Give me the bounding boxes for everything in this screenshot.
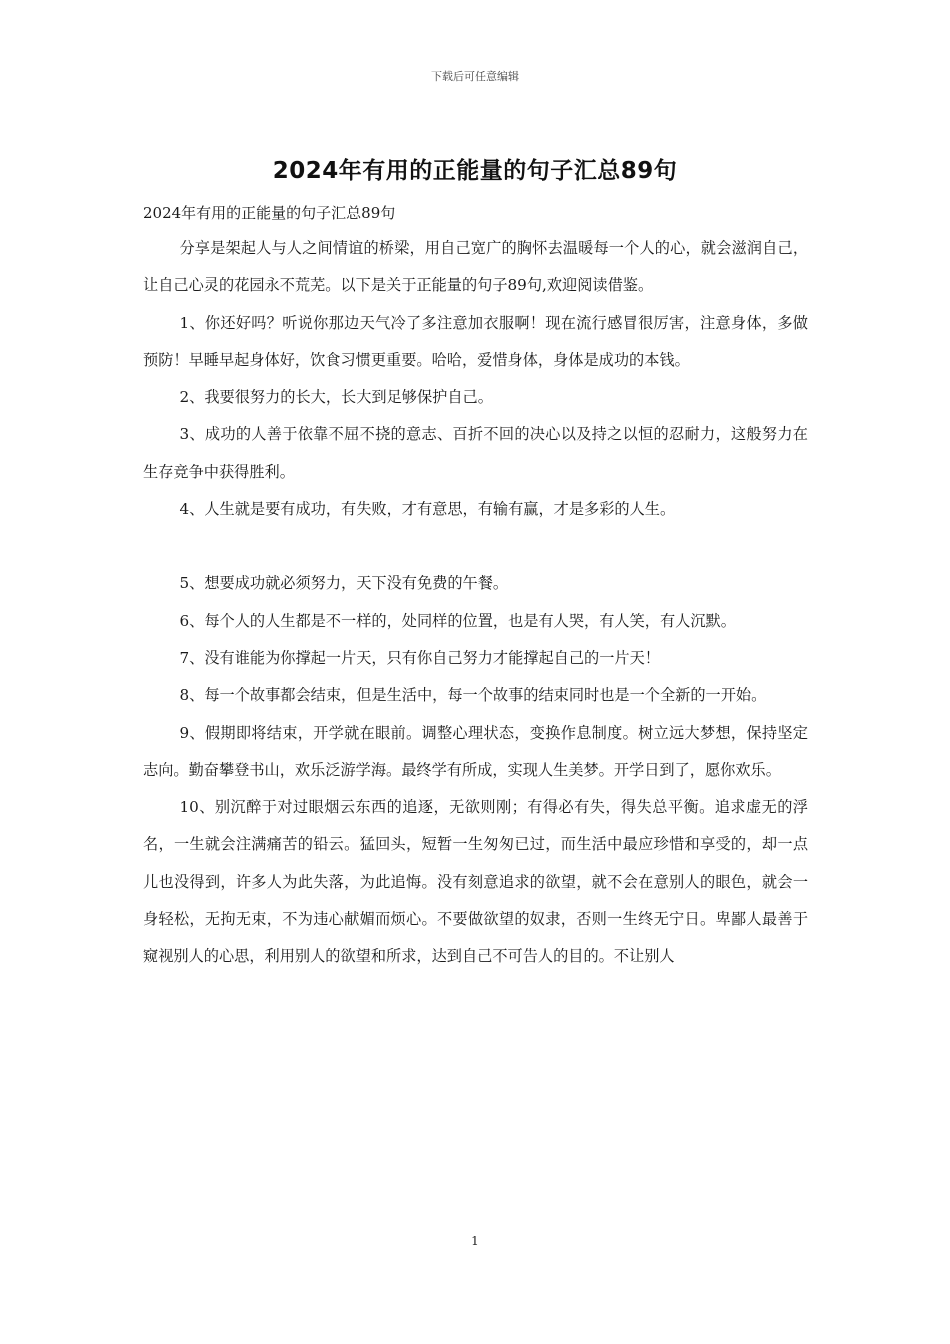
document-title: 2024年有用的正能量的句子汇总89句 — [272, 158, 678, 184]
page-number: 1 — [471, 1234, 479, 1248]
header-note: 下载后可任意编辑 — [431, 70, 519, 83]
sentence-1: 1、你还好吗？听说你那边天气冷了多注意加衣服啊！现在流行感冒很厉害，注意身体，多做预防！早睡早起身体好，饮食习惯更重要。哈哈，爱惜身体，身体是成功的本钱。 — [143, 313, 808, 369]
intro-paragraph: 分享是架起人与人之间情谊的桥梁，用自己宽广的胸怀去温暖每一个人的心，就会滋润自己，让自己心灵的花园永不荒芜。以下是关于正能量的句子89句,欢迎阅读借鉴。 — [143, 239, 808, 295]
sentence-5: 5、想要成功就必须努力，天下没有免费的午餐。 — [179, 574, 509, 593]
document-body — [143, 198, 808, 976]
sentence-8: 8、每一个故事都会结束，但是生活中，每一个故事的结束同时也是一个全新的一开始。 — [179, 686, 767, 705]
document-subtitle: 2024年有用的正能量的句子汇总89句 — [143, 204, 396, 222]
paragraph-gap — [143, 528, 808, 565]
sentence-4: 4、人生就是要有成功，有失败，才有意思，有输有赢，才是多彩的人生。 — [179, 500, 676, 519]
sentence-2: 2、我要很努力的长大，长大到足够保护自己。 — [179, 388, 493, 407]
sentence-6: 6、每个人的人生都是不一样的，处同样的位置，也是有人哭，有人笑，有人沉默。 — [179, 611, 736, 630]
sentence-3: 3、成功的人善于依靠不屈不挠的意志、百折不回的决心以及持之以恒的忍耐力，这般努力在生存竞争中获得胜利。 — [143, 425, 808, 481]
sentence-7: 7、没有谁能为你撑起一片天，只有你自己努力才能撑起自己的一片天！ — [179, 648, 660, 667]
sentence-10: 10、别沉醉于对过眼烟云东西的追逐，无欲则刚；有得必有失，得失总平衡。追求虚无的浮名，一生就会注满痛苦的铅云。猛回头，短暂一生匆匆已过，而生活中最应珍惜和享受的，却一点儿也没得到，许多人为此失落，为此追悔。没有刻意追求的欲望，就不会在意别人的眼色，就会一身轻松，无拘无束，不为违心献媚而烦心。不要做欲望的奴隶，否则一生终无宁日。卑鄙人最善于窥视别人的心思，利用别人的欲望和所求，达到自己不可告人的目的。不让别人 — [143, 798, 808, 966]
sentence-9: 9、假期即将结束，开学就在眼前。调整心理状态，变换作息制度。树立远大梦想，保持坚定志向。勤奋攀登书山，欢乐泛游学海。最终学有所成，实现人生美梦。开学日到了，愿你欢乐。 — [143, 723, 808, 779]
